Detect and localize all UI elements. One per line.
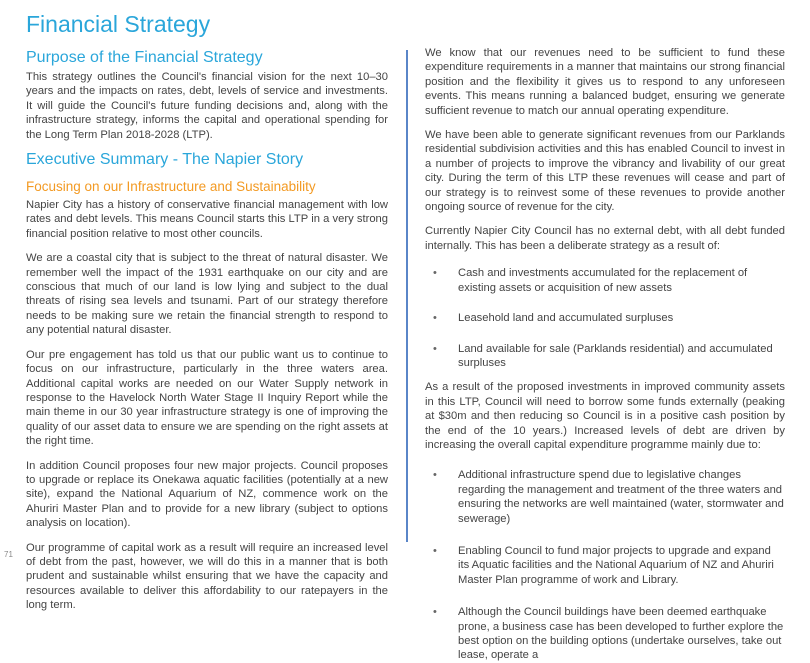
list-item-text: Land available for sale (Parklands residential) and accumulated surpluses — [458, 342, 773, 369]
focus-subheading: Focusing on our Infrastructure and Sustainability — [26, 179, 316, 195]
debt-reasons-list — [425, 266, 785, 370]
list-item — [425, 342, 785, 371]
bullet-icon: • — [433, 267, 437, 280]
body-paragraph: We have been able to generate significant revenues from our Parklands residential subdivision activities and this has enabled Council to invest in a number of projects to improve the vibrancy and livability of our great city. During the term of this LTP these revenues will cease and part of our strategy is to reinvest some of these revenues to provide another ongoing source of revenue for the city. — [425, 129, 785, 214]
body-paragraph: We know that our revenues need to be sufficient to fund these expenditure requirements in a manner that maintains our strong financial position and the flexibility it gives us to respond to any unforeseen events. This means running a balanced budget, ensuring we generate sufficient revenue to match our annual operating expenditure. — [425, 47, 785, 117]
body-paragraph: Currently Napier City Council has no external debt, with all debt funded internally. This has been a deliberate strategy as a result of: — [425, 225, 785, 252]
list-item — [425, 605, 785, 663]
list-item-text: Additional infrastructure spend due to legislative changes regarding the management and treatment of the three waters and ensuring the networks are well maintained (water, stormwater and sewerage) — [458, 469, 784, 525]
bullet-icon: • — [433, 312, 437, 325]
purpose-heading: Purpose of the Financial Strategy — [26, 49, 263, 66]
list-item-text: Leasehold land and accumulated surpluses — [458, 312, 674, 325]
right-column — [425, 46, 785, 663]
list-item-text: Although the Council buildings have been deemed earthquake prone, a business case has been developed to further explore the best option on the building options (undertake ourselves, take out lease, operate a — [458, 606, 784, 662]
list-item — [425, 311, 785, 325]
purpose-paragraph: This strategy outlines the Council's financial vision for the next 10–30 years and the impacts on rates, debt, levels of service and investments. It will guide the Council's future funding decisions and, along with the infrastructure strategy, informs the capital and operational spending for the Long Term Plan 2018-2028 (LTP). — [26, 71, 388, 141]
list-item — [425, 266, 785, 295]
left-column — [26, 46, 388, 613]
body-paragraph: As a result of the proposed investments in improved community assets in this LTP, Council will need to borrow some funds externally (peaking at $30m and then reducing so Council is in a positive cash position by the end of the 10 years.) Increased levels of debt are driven by increasing the overall capital expenditure programme mainly due to: — [425, 381, 785, 451]
page-number: 71 — [4, 550, 13, 559]
bullet-icon: • — [433, 544, 437, 557]
body-paragraph: In addition Council proposes four new major projects. Council proposes to upgrade or replace its Onekawa aquatic facilities (potentially at a new site), expand the National Aquarium of NZ, commence work on the Ahuriri Master Plan and to provide for a new library (subject to options analysis on location). — [26, 459, 388, 530]
bullet-icon: • — [433, 342, 437, 355]
capex-drivers-list — [425, 468, 785, 662]
body-paragraph: Napier City has a history of conservative financial management with low rates and debt levels. This means Council starts this LTP in a very strong financial position relative to most other councils. — [26, 199, 388, 240]
list-item-text: Enabling Council to fund major projects to upgrade and expand its Aquatic facilities and the National Aquarium of NZ and Ahuriri Master Plan programme of work and Library. — [458, 544, 774, 586]
body-paragraph: We are a coastal city that is subject to the threat of natural disaster. We remember well the impact of the 1931 earthquake on our city and are conscious that much of our land is low lying and subject to the dual threats of rising sea levels and tsunami. Part of our strategy therefore needs to be making sure we retain the financial strength to respond to any potential natural disaster. — [26, 252, 388, 337]
body-paragraph: Our pre engagement has told us that our public want us to continue to focus on our infrastructure, particularly in the three waters area. Additional capital works are needed on our Water Supply network in response to the Havelock North Water Stage II Inquiry Report while the main theme in our 30 year infrastructure strategy is one of improving the quality of our asset data to ensure we are spending on the right assets at the right time. — [26, 348, 388, 448]
body-paragraph: Our programme of capital work as a result will require an increased level of debt from the past, however, we will do this in a manner that is both prudent and sustainable whilst ensuring that we have the capacity and resources available to deliver this affordability to our ratepayers in the long term. — [26, 541, 388, 612]
bullet-icon: • — [433, 469, 437, 482]
list-item — [425, 468, 785, 526]
list-item-text: Cash and investments accumulated for the replacement of existing assets or acquisition of new assets — [458, 267, 748, 294]
column-divider — [406, 50, 408, 542]
bullet-icon: • — [433, 606, 437, 619]
page-title: Financial Strategy — [26, 11, 211, 37]
list-item — [425, 544, 785, 587]
executive-summary-heading: Executive Summary - The Napier Story — [26, 151, 304, 169]
